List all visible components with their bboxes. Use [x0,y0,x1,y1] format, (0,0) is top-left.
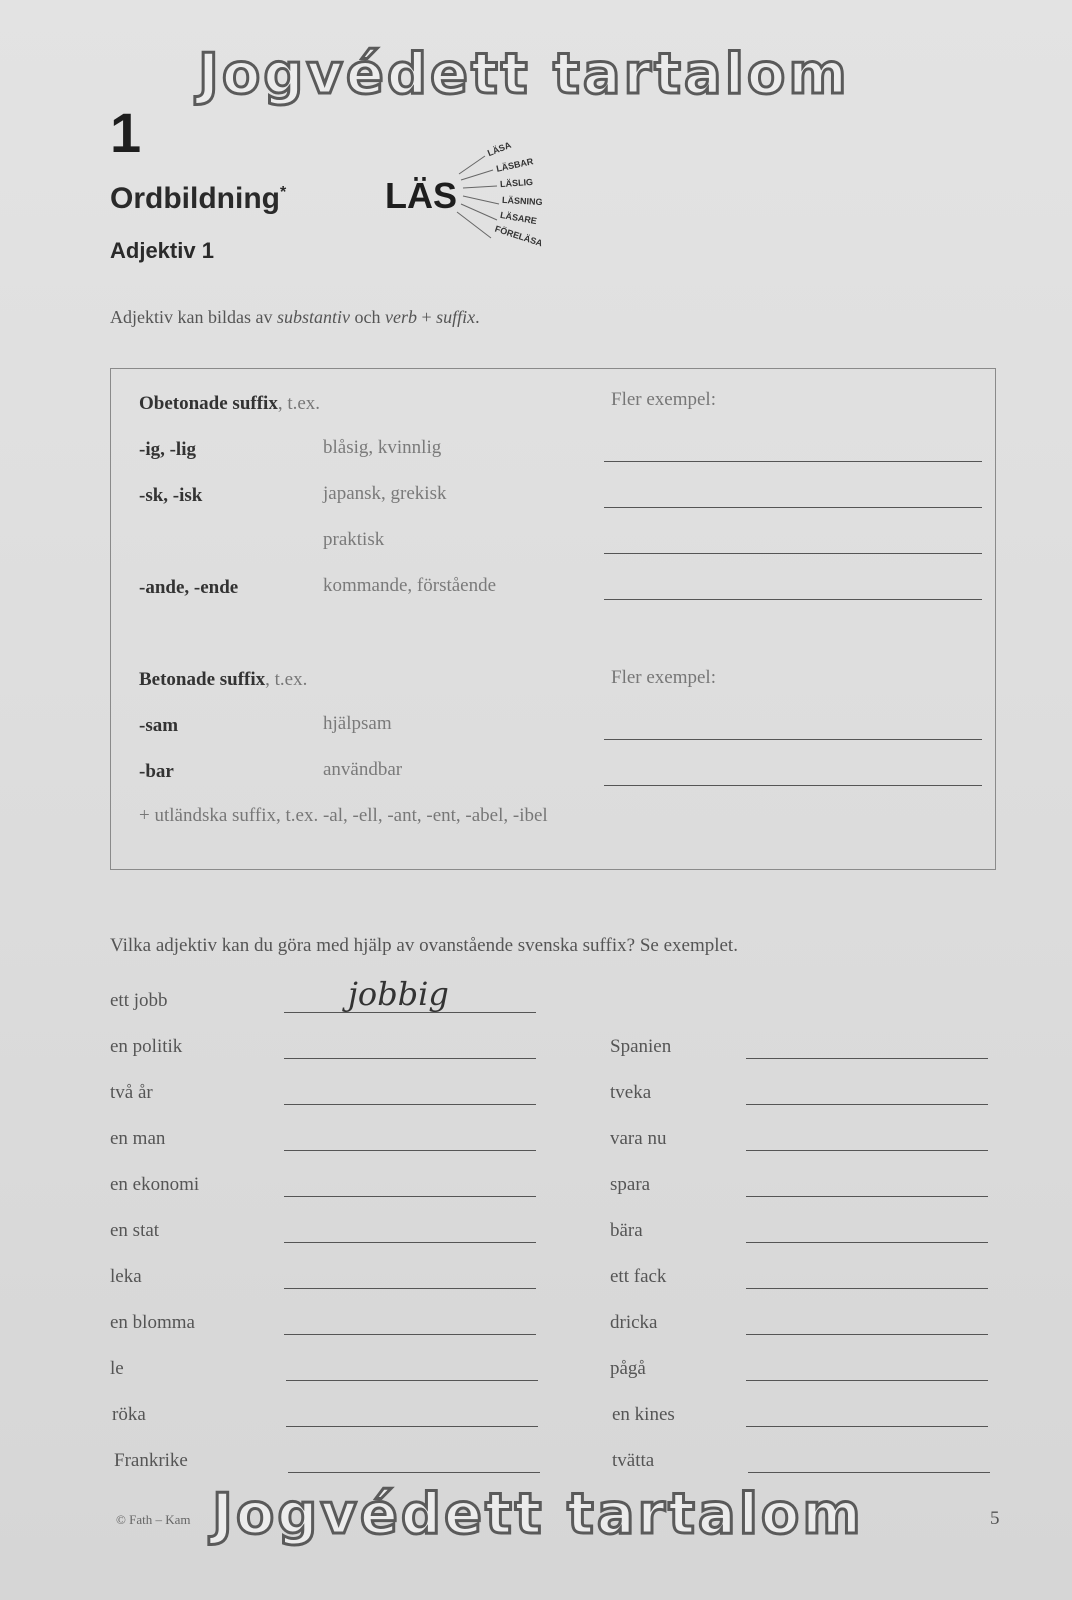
intro-plus: + [416,307,437,327]
logo-main-word: LÄS [385,175,457,216]
exercise-word: en man [110,1128,166,1149]
logo-word: FÖRELÄSA [493,223,544,249]
answer-line[interactable] [746,1334,988,1335]
exercise-word: spara [610,1174,651,1195]
answer-line[interactable] [604,461,982,462]
suffix-name: -bar [139,761,174,782]
answer-line[interactable] [604,507,982,508]
stressed-heading-label: Betonade suffix [139,669,266,690]
intro-prefix: Adjektiv kan bildas av [110,307,277,327]
unstressed-heading-label: Obetonade suffix [139,393,278,414]
suffix-name: -ande, -ende [139,577,239,598]
logo-word: LÄSARE [499,209,538,227]
exercise-word: vara nu [610,1128,667,1149]
answer-line[interactable] [604,739,982,740]
answer-line[interactable] [284,1334,536,1335]
exercise-word: en blomma [110,1312,195,1333]
intro-text [110,307,480,328]
footer-copyright: © Fath – Kam [116,1512,191,1527]
exercise-word: bära [610,1220,643,1241]
foreign-suffix-note: + utländska suffix, t.ex. -al, -ell, -ant, -ent, -abel, -ibel [139,805,548,826]
watermark-top: Jogvédett tartalom [198,42,850,107]
exercise-question: Vilka adjektiv kan du göra med hjälp av ovanstående svenska suffix? Se exemplet. [110,935,738,956]
intro-verb: verb [384,307,417,327]
exercise-word: en ekonomi [110,1174,200,1195]
answer-line[interactable] [288,1472,540,1473]
exercise-word: dricka [610,1312,658,1333]
exercise-word: le [110,1358,124,1379]
answer-line[interactable] [746,1288,988,1289]
answer-line[interactable] [746,1104,988,1105]
suffix-info-box [110,368,996,870]
answer-line[interactable] [746,1150,988,1151]
intro-suffix: suffix [436,307,476,327]
exercise-word: pågå [610,1358,646,1379]
answer-line[interactable] [284,1058,536,1059]
chapter-subtitle: Adjektiv 1 [110,238,214,263]
stressed-more-label: Fler exempel: [611,667,716,688]
exercise-word: tveka [610,1082,652,1103]
exercise-word: Spanien [610,1036,672,1057]
suffix-example: hjälpsam [323,713,392,734]
answer-line[interactable] [746,1426,988,1427]
answer-line[interactable] [604,599,982,600]
suffix-example: kommande, förstående [323,575,497,596]
suffix-name: -sk, -isk [139,485,203,506]
unstressed-tex: , t.ex. [277,393,321,414]
exercise-word: två år [110,1082,153,1103]
intro-and: och [349,307,385,327]
exercise-word: tvätta [612,1450,655,1471]
intro-noun: substantiv [276,307,350,327]
exercise-word: en stat [110,1220,160,1241]
answer-line[interactable] [284,1104,536,1105]
answer-line[interactable] [746,1380,988,1381]
logo-word: LÄSA [486,139,513,159]
stressed-tex: , t.ex. [265,669,308,690]
page-number: 5 [990,1508,1000,1529]
answer-line[interactable] [284,1196,536,1197]
suffix-example: japansk, grekisk [323,483,447,504]
chapter-title-mark: * [279,184,287,201]
answer-line[interactable] [604,785,982,786]
suffix-name: -ig, -lig [139,439,196,460]
exercise-word: leka [110,1266,142,1287]
answer-line[interactable] [286,1426,538,1427]
answer-line[interactable] [746,1196,988,1197]
answer-line[interactable] [284,1288,536,1289]
watermark-bottom: Jogvédett tartalom [212,1482,864,1547]
answer-line[interactable] [286,1380,538,1381]
answer-line[interactable] [604,553,982,554]
exercise-word: röka [112,1404,146,1425]
unstressed-heading [139,393,320,415]
stressed-heading [139,669,307,691]
answer-line[interactable] [284,1242,536,1243]
chapter-title [110,182,286,216]
exercise-word: ett jobb [110,990,168,1011]
unstressed-more-label: Fler exempel: [611,389,716,410]
exercise-word: Frankrike [114,1450,188,1471]
logo-word: LÄSLIG [499,176,534,190]
logo-word: LÄSNING [501,194,543,208]
answer-line[interactable] [748,1472,990,1473]
exercise-word: ett fack [610,1266,667,1287]
example-answer: jobbig [348,975,449,1013]
logo-word: LÄSBAR [495,156,535,174]
exercise-word: en kines [612,1404,675,1425]
suffix-example: blåsig, kvinnlig [323,437,442,458]
logo-connector-lines [445,150,505,260]
suffix-name: -sam [139,715,179,736]
answer-line[interactable] [284,1150,536,1151]
chapter-title-text: Ordbildning [110,182,280,215]
intro-end: . [475,307,480,327]
suffix-example: användbar [323,759,403,780]
answer-line[interactable] [746,1242,988,1243]
chapter-number: 1 [110,101,142,164]
exercise-word: en politik [110,1036,183,1057]
answer-line[interactable] [746,1058,988,1059]
suffix-example: praktisk [323,529,385,550]
